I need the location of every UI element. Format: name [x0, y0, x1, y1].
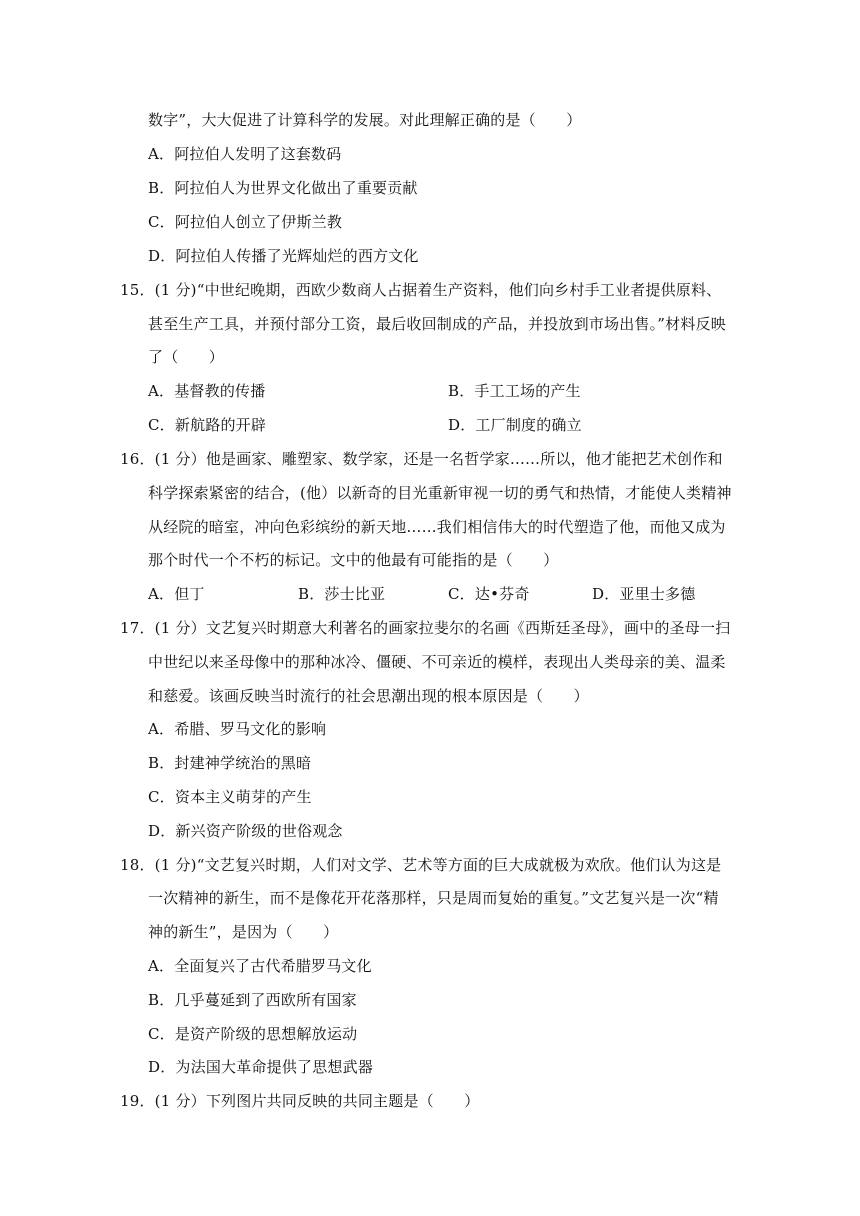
q18-stem-line-2: 一次精神的新生，而不是像花开花落那样，只是周而复始的重复。”文艺复兴是一次“精	[148, 889, 719, 907]
q18-stem-line-3: 神的新生”，是因为（ ）	[148, 923, 339, 941]
q19-stem-line-1: 19．(1 分）下列图片共同反映的共同主题是（ ）	[120, 1092, 480, 1110]
q14-option-a: A．阿拉伯人发明了这套数码	[148, 145, 342, 163]
q17-option-c: C．资本主义萌芽的产生	[148, 788, 312, 806]
q16-stem-line-4: 那个时代一个不朽的标记。文中的他最有可能指的是（ ）	[148, 551, 559, 569]
q16-option-c: C．达•芬奇	[448, 585, 530, 603]
q18-option-c: C．是资产阶级的思想解放运动	[148, 1025, 358, 1043]
q16-option-a: A．但丁	[148, 585, 205, 603]
q17-stem-line-1: 17．(1 分）文艺复兴时期意大利著名的画家拉斐尔的名画《西斯廷圣母》，画中的圣母一扫	[120, 619, 731, 637]
q16-stem-line-1: 16．(1 分）他是画家、雕塑家、数学家，还是一名哲学家……所以，他才能把艺术创作和	[120, 450, 723, 468]
q17-option-d: D．新兴资产阶级的世俗观念	[148, 822, 343, 840]
q17-stem-line-3: 和慈爱。该画反映当时流行的社会思潮出现的根本原因是（ ）	[148, 687, 589, 705]
q16-option-d: D．亚里士多德	[592, 585, 696, 603]
q17-stem-line-2: 中世纪以来圣母像中的那种冰冷、僵硬、不可亲近的模样，表现出人类母亲的美、温柔	[148, 653, 726, 671]
q15-stem-line-2: 甚至生产工具，并预付部分工资，最后收回制成的产品，并投放到市场出售。”材料反映	[148, 315, 726, 333]
q16-stem-line-2: 科学探索紧密的结合，(他）以新奇的目光重新审视一切的勇气和热情，才能使人类精神	[148, 484, 732, 502]
q17-option-a: A．希腊、罗马文化的影响	[148, 720, 327, 738]
q15-stem-line-1: 15．(1 分)“中世纪晚期，西欧少数商人占据着生产资料，他们向乡村手工业者提供原料、	[120, 281, 722, 299]
q15-stem-line-3: 了（ ）	[148, 348, 225, 366]
q15-option-a: A．基督教的传播	[148, 382, 266, 400]
q16-stem-line-3: 从经院的暗室，冲向色彩缤纷的新天地……我们相信伟大的时代塑造了他，而他又成为	[148, 518, 726, 536]
q18-option-b: B．几乎蔓延到了西欧所有国家	[148, 991, 357, 1009]
q14-option-b: B．阿拉伯人为世界文化做出了重要贡献	[148, 179, 418, 197]
q15-option-c: C．新航路的开辟	[148, 416, 267, 434]
q15-option-d: D．工厂制度的确立	[448, 416, 582, 434]
q18-option-a: A．全面复兴了古代希腊罗马文化	[148, 957, 372, 975]
q16-option-b: B．莎士比亚	[298, 585, 386, 603]
q15-option-b: B．手工工场的产生	[448, 382, 581, 400]
q18-option-d: D．为法国大革命提供了思想武器	[148, 1058, 374, 1076]
q17-option-b: B．封建神学统治的黑暗	[148, 754, 312, 772]
q14-stem-tail: 数字”，大大促进了计算科学的发展。对此理解正确的是（ ）	[148, 111, 582, 129]
q18-stem-line-1: 18．(1 分)“文艺复兴时期，人们对文学、艺术等方面的巨大成就极为欢欣。他们认为这是	[120, 856, 722, 874]
q14-option-c: C．阿拉伯人创立了伊斯兰教	[148, 213, 343, 231]
q14-option-d: D．阿拉伯人传播了光辉灿烂的西方文化	[148, 247, 419, 265]
